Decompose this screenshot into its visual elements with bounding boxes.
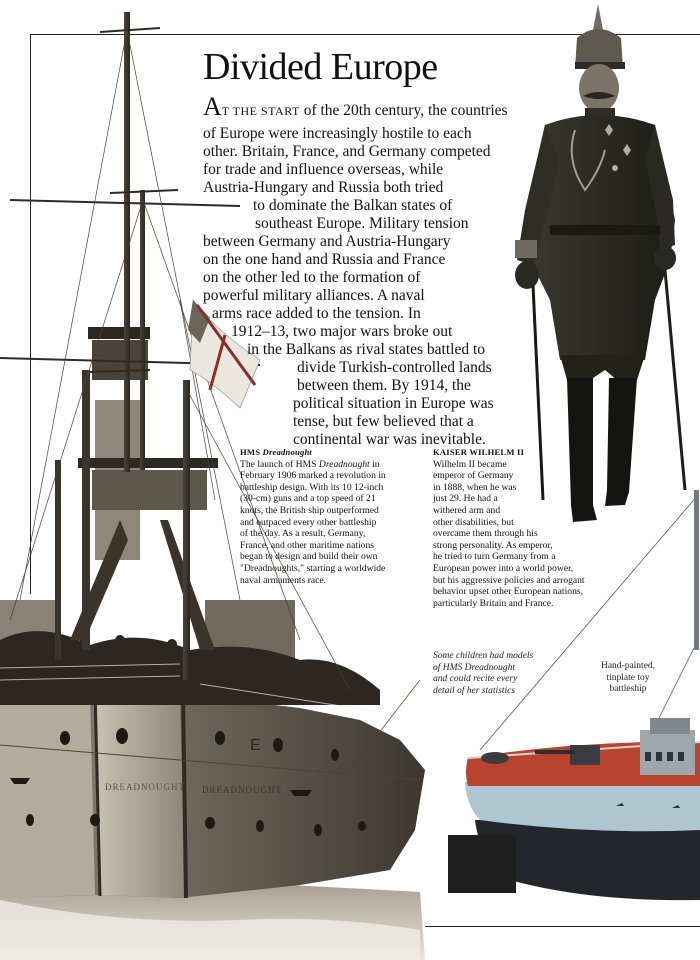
- tripod-legs: [70, 520, 215, 650]
- caption-line: "Dreadnoughts," starting a worldwide: [240, 562, 386, 574]
- caption-line: in 1888, when he was: [433, 481, 517, 493]
- caption-line: Wilhelm II became: [433, 458, 507, 470]
- hull-left-plate: [0, 695, 95, 898]
- intro-line-7: southeast Europe. Military tension: [255, 215, 469, 232]
- caption-line: behavior upset other European nations,: [433, 586, 583, 598]
- intro-line-15: divide Turkish-controlled lands: [297, 359, 492, 376]
- intro-line-4: for trade and influence overseas, while: [203, 161, 444, 178]
- hull-lettering: DREADNOUGHT: [105, 782, 185, 792]
- left-glove: [515, 261, 539, 289]
- bridge-platform: [78, 458, 218, 468]
- intro-line-13: 1912–13, two major wars broke out: [231, 323, 453, 340]
- intro-line-14: in the Balkans as rival states battled to: [247, 341, 486, 358]
- left-cuff: [515, 240, 537, 258]
- intro-line-17: political situation in Europe was: [293, 395, 494, 412]
- caption-line: other disabilities, but: [433, 516, 514, 528]
- caption-heading: HMS Dreadnought: [240, 447, 313, 457]
- caption-line: just 29. He had a: [433, 493, 498, 505]
- page-title: Divided Europe: [203, 46, 438, 88]
- toy-stand: [448, 835, 516, 893]
- caption-line: battleship design. With its 10 12-inch: [240, 481, 384, 493]
- caption-line: Hand-painted,: [600, 661, 656, 671]
- caption-line: (30-cm) guns and a top speed of 21: [240, 493, 376, 505]
- caption-kaiser-wilhelm: [433, 447, 585, 609]
- caption-line: France, and other maritime nations: [240, 539, 375, 551]
- caption-line: knots, the British ship outperformed: [240, 504, 379, 516]
- caption-line: of the day. As a result, Germany,: [240, 528, 366, 540]
- toy-capstan: [481, 752, 509, 764]
- caption-line: of HMS Dreadnought: [433, 662, 515, 673]
- caption-hms-dreadnought: [240, 447, 386, 586]
- caption-line: and outpaced every other battleship: [240, 516, 377, 528]
- caption-line: tinplate toy: [606, 672, 650, 683]
- intro-line-2: of Europe were increasingly hostile to each: [203, 125, 472, 142]
- fore-mast: [183, 380, 190, 680]
- intro-line-9: on the one hand and Russia and France: [203, 251, 446, 268]
- toy-mast: [694, 490, 699, 650]
- intro-line-8: between Germany and Austria-Hungary: [203, 233, 451, 250]
- sword-scabbard: [665, 270, 685, 490]
- intro-dropcap: A: [203, 92, 222, 121]
- caption-line: began to design and build their own: [240, 551, 378, 563]
- caption-heading: KAISER WILHELM II: [433, 447, 525, 457]
- intro-line-11: powerful military alliances. A naval: [203, 287, 425, 304]
- intro-line-10: on the other led to the formation of: [203, 269, 421, 286]
- caption-line: The launch of HMS Dreadnought in: [240, 458, 380, 470]
- bow-plate: [95, 690, 185, 898]
- belt: [550, 225, 660, 235]
- toy-gun-turret: [570, 745, 600, 765]
- caption-line: withered arm and: [433, 504, 501, 516]
- caption-line: Some children had models: [433, 651, 534, 661]
- fore-mast-2: [82, 370, 90, 650]
- pickelhaube-spike: [593, 4, 603, 30]
- intro-line-18: tense, but few believed that a: [293, 413, 474, 430]
- toy-bridge-top: [650, 718, 690, 734]
- trousers: [560, 355, 645, 380]
- caption-children-models: [433, 651, 533, 697]
- right-boot: [605, 378, 637, 506]
- face: [579, 64, 619, 112]
- caption-line: but his aggressive policies and arrogant: [433, 574, 585, 586]
- caption-line: February 1906 marked a revolution in: [240, 470, 386, 482]
- caption-toy-battleship: [590, 661, 666, 696]
- caption-line: emperor of Germany: [433, 470, 514, 482]
- caption-line: he tried to turn Germany from a: [433, 551, 556, 563]
- caption-line: detail of her statistics: [433, 685, 516, 696]
- intro-line-19: continental war was inevitable.: [293, 431, 486, 448]
- right-glove: [654, 246, 676, 270]
- intro-line-6: to dominate the Balkan states of: [253, 197, 453, 214]
- caption-line: and could recite every: [433, 674, 518, 685]
- intro-line-1: AT THE START of the 20th century, the countries: [203, 92, 508, 121]
- hull-lettering-2: DREADNOUGHT: [202, 785, 282, 795]
- caption-line: European power into a world power,: [433, 562, 574, 574]
- turret-marking: E: [250, 737, 261, 754]
- caption-line: naval armaments race.: [240, 574, 327, 586]
- caption-line: strong personality. As emperor,: [433, 539, 553, 551]
- caption-line: overcame them through his: [433, 528, 538, 540]
- page-frame-bottom-rule: [425, 926, 700, 927]
- intro-smallcaps: T THE START: [221, 104, 300, 118]
- intro-line-16: between them. By 1914, the: [297, 377, 471, 394]
- intro-line-5: Austria-Hungary and Russia both tried: [203, 179, 444, 196]
- intro-line-12: arms race added to the tension. In: [212, 305, 421, 322]
- caption-line: battleship: [609, 684, 647, 695]
- intro-line-3: other. Britain, France, and Germany competed: [203, 143, 491, 160]
- aft-pole: [55, 460, 61, 660]
- main-mast: [124, 12, 130, 472]
- aft-mast: [140, 190, 145, 470]
- caption-line: particularly Britain and France.: [433, 597, 554, 609]
